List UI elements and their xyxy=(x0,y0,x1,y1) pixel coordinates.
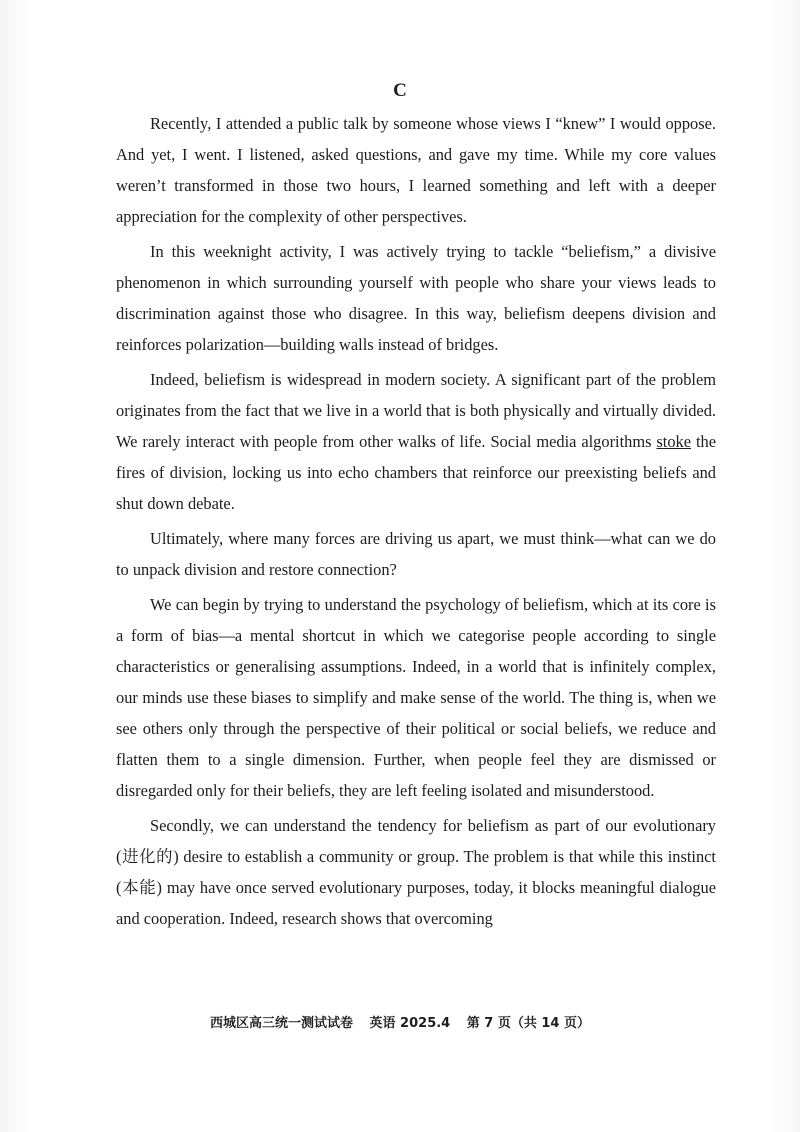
paragraph-6: Secondly, we can understand the tendency for beliefism as part of our evolutionary (进化的) desire to establish a community or group. The problem is that while this instinct (本能) may have once served evolutionary purposes, today, it blocks meaningful dialogue and cooperation. Indeed, research shows that overcoming xyxy=(116,816,716,928)
paragraph-2: In this weeknight activity, I was actively trying to tackle “beliefism,” a divisive phenomenon in which surrounding yourself with people who share your views leads to discrimination against those who disagree. In this way, beliefism deepens division and reinforces polarization—building walls instead of bridges. xyxy=(116,242,716,354)
paragraph-3 xyxy=(116,364,716,519)
page-footer xyxy=(0,1012,800,1031)
reading-passage xyxy=(116,108,716,934)
paragraph-3-after: the fires of division, locking us into echo chambers that reinforce our preexisting beliefs and shut down debate. xyxy=(116,432,717,513)
paragraph-5: We can begin by trying to understand the psychology of beliefism, which at its core is a form of bias—a mental shortcut in which we categorise people according to single characteristics or generalising assumptions. Indeed, in a world that is infinitely complex, our minds use these biases to simplify and make sense of the world. The thing is, when we see others only through the perspective of their political or social beliefs, we reduce and flatten them to a single dimension. Further, when people feel they are dismissed or disregarded only for their beliefs, they are left feeling isolated and misunderstood. xyxy=(116,595,716,800)
section-heading: C xyxy=(393,80,407,101)
paragraph-3-before: Indeed, beliefism is widespread in modern society. A significant part of the problem originates from the fact that we live in a world that is both physically and virtually divided. We rarely interact with people from other walks of life. Social media algorithms xyxy=(116,370,716,451)
footer-exam-title: 西城区高三统一测试试卷 xyxy=(209,1016,353,1031)
footer-page-number: 第 7 页（共 14 页） xyxy=(466,1016,591,1031)
footer-subject-date: 英语 2025.4 xyxy=(369,1016,451,1031)
underlined-word-stoke: stoke xyxy=(656,432,692,451)
paragraph-1: Recently, I attended a public talk by someone whose views I “knew” I would oppose. And yet, I went. I listened, asked questions, and gave my time. While my core values weren’t transformed in those two hours, I learned something and left with a deeper appreciation for the complexity of other perspectives. xyxy=(116,114,716,226)
paragraph-4: Ultimately, where many forces are driving us apart, we must think—what can we do to unpack division and restore connection? xyxy=(116,529,716,579)
